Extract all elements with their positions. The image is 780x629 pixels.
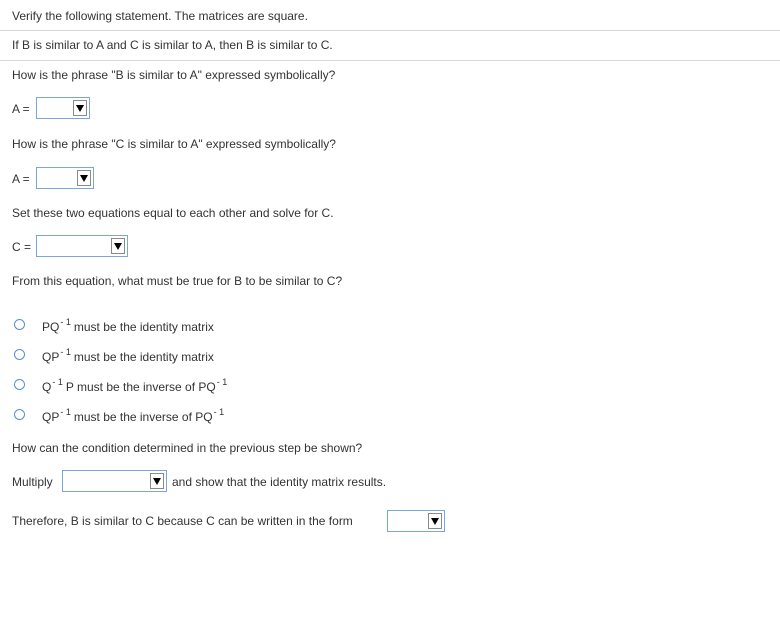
divider [0,30,780,31]
option-3-text-b: P must be the inverse of PQ [65,380,216,394]
q2-dropdown[interactable] [36,167,94,189]
q2-label: A = [12,172,30,186]
option-2-sup-a: - 1 [60,347,71,357]
q5-prompt: How can the condition determined in the previous step be shown? [12,441,363,455]
statement-text: If B is similar to A and C is similar to A, then B is similar to C. [12,38,333,52]
q3-prompt: Set these two equations equal to each other and solve for C. [12,206,334,220]
option-3-text-a: Q [42,380,52,394]
option-1-text-b: must be the identity matrix [73,320,214,334]
option-1-radio[interactable] [14,319,25,330]
option-3-radio[interactable] [14,379,25,390]
chevron-down-icon[interactable] [77,170,91,186]
q2-prompt: How is the phrase "C is similar to A" expressed symbolically? [12,137,336,151]
q1-dropdown[interactable] [36,97,90,119]
q5-dropdown[interactable] [62,470,167,492]
instruction-text: Verify the following statement. The matrices are square. [12,9,308,23]
option-2-text-b: must be the identity matrix [73,350,214,364]
option-2-text-a: QP [42,350,60,364]
q5-suffix: and show that the identity matrix results. [172,475,387,489]
option-4-text-b: must be the inverse of PQ [73,410,213,424]
chevron-down-icon[interactable] [150,473,164,489]
option-3-label[interactable] [42,377,230,394]
chevron-down-icon[interactable] [428,513,442,529]
option-4-sup-a: - 1 [60,407,71,417]
q3-label: C = [12,240,32,254]
option-4-text-a: QP [42,410,60,424]
option-4-label[interactable] [42,407,227,424]
option-3-sup-a: - 1 [52,377,63,387]
q3-dropdown[interactable] [36,235,128,257]
q6-dropdown[interactable] [387,510,445,532]
chevron-down-icon[interactable] [73,100,87,116]
q6-text: Therefore, B is similar to C because C can be written in the form [12,514,353,528]
option-3-sup-b: - 1 [216,377,228,387]
divider [0,60,780,61]
chevron-down-icon[interactable] [111,238,125,254]
option-1-sup-a: - 1 [60,317,71,327]
q5-multiply-label: Multiply [12,475,53,489]
q4-prompt: From this equation, what must be true for B to be similar to C? [12,274,343,288]
option-2-label[interactable] [42,347,218,364]
option-1-text-a: PQ [42,320,60,334]
option-4-radio[interactable] [14,409,25,420]
option-1-label[interactable] [42,317,218,334]
q1-prompt: How is the phrase "B is similar to A" expressed symbolically? [12,68,336,82]
option-2-radio[interactable] [14,349,25,360]
q1-label: A = [12,102,30,116]
option-4-sup-b: - 1 [213,407,225,417]
